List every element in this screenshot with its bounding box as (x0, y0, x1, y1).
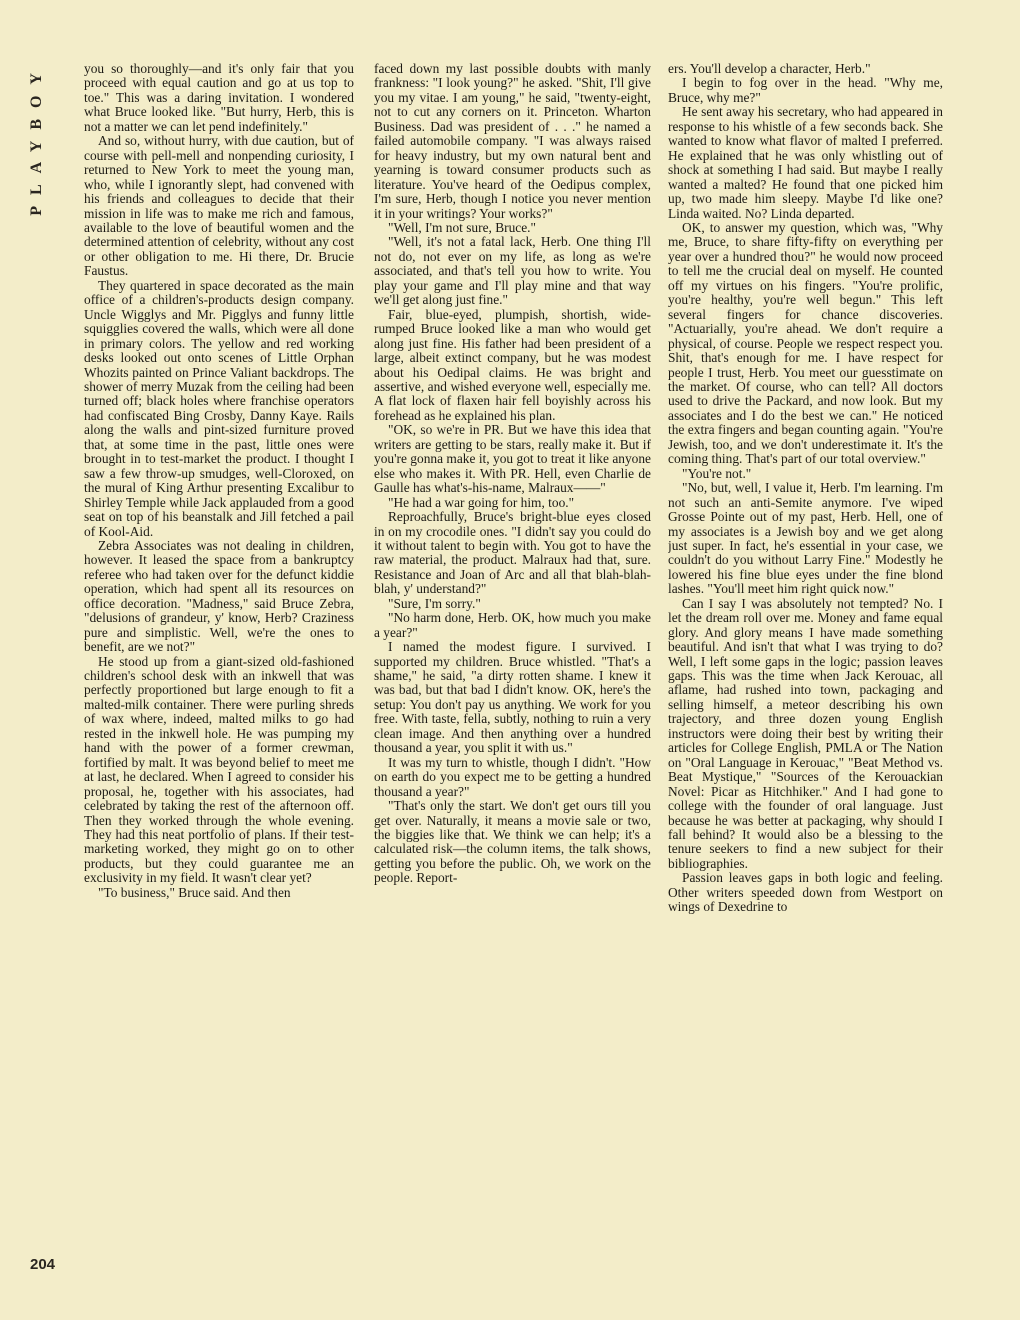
article-paragraph: "You're not." (682, 465, 752, 481)
article-paragraph: "To business," Bruce said. And then (98, 884, 291, 900)
article-paragraph: ers. You'll develop a character, Herb." (668, 62, 871, 76)
article-paragraph: Can I say I was absolutely not tempted? No. I let the dream roll over me. Money and fame equal glory. And glory means I have made something beautiful. And isn't that what I was trying to do? Well, I left some gaps in the logic; passion leaves gaps. This was the time when Jack Kerouac, all aflame, had rushed into town, packaging and selling himself, a meteor describing his own trajectory, and three dozen young English instructors were doing their best by writing their articles for College English, PMLA or The Nation on "Oral Language in Kerouac," "Beat Method vs. Beat Mystique," "Sources of the Kerouackian Novel: Picar as Hitchhiker." And I had gone to college with the founder of oral language. Just because he was better at packaging, why should I fall behind? It would also be a blessing to the tenure seekers to find a new subject for their bibliographies. (668, 595, 943, 871)
article-paragraph: He stood up from a giant-sized old-fashioned children's school desk with an inkwell that was perfectly proportioned but large enough to fit a malted-milk container. There were purling shreds of wax where, indeed, malted milks to go had rested in the inkwell hole. He was pumping my hand with the power of a former crewman, fortified by malt. It was beyond belief to meet me at last, he declared. When I agreed to consider his proposal, he, together with his associates, had celebrated by taking the rest of the afternoon off. Then they worked through the whole evening. They had this neat portfolio of plans. If their test-marketing worked, they might go on to other products, but they could guarantee me an exclusivity in my field. It wasn't clear yet? (84, 653, 354, 886)
article-column-2 (374, 62, 651, 1272)
article-paragraph: It was my turn to whistle, though I didn't. "How on earth do you expect me to be getting a hundred thousand a year?" (374, 754, 651, 799)
article-paragraph: "Sure, I'm sorry." (388, 595, 481, 611)
page-number: 204 (30, 1256, 56, 1273)
article-paragraph: "No harm done, Herb. OK, how much you make a year?" (374, 610, 651, 640)
article-paragraph: you so thoroughly—and it's only fair that you proceed with equal caution and go at us top to toe." This was a daring invitation. I wondered what Bruce looked like. "But hurry, Herb, this is not a matter we can let pend indefinitely." (84, 62, 354, 134)
article-paragraph: "That's only the start. We don't get ours till you get over. Naturally, it means a movie sale or two, the biggies like that. We think we can help; it's a calculated risk—the column items, the talk shows, getting you before the public. Oh, we work on the people. Report- (374, 798, 651, 886)
article-paragraph: Zebra Associates was not dealing in children, however. It leased the space from a bankruptcy referee who had taken over for the defunct kiddie operation, which had spent all its resources on office decoration. "Madness," said Bruce Zebra, "delusions of grandeur, y' know, Herb? Craziness pure and simplistic. Well, we're the ones to benefit, are we not?" (84, 537, 354, 655)
article-paragraph: They quartered in space decorated as the main office of a children's-products design company. Uncle Wigglys and Mr. Pigglys and funny little squigglies covered the walls, which were all done in primary colors. The yellow and red working desks looked out onto scenes of Little Orphan Whozits painted on Prince Valiant backdrops. The shower of merry Muzak from the ceiling had been turned off; black holes where franchise operators had confiscated Bing Crosby, Danny Kaye. Rails along the walls and pint-sized furniture proved that, at some time in the past, little ones were brought in to test-market the product. I thought I saw a few throw-up smudges, well-Cloroxed, on the mural of King Arthur presenting Excalibur to Shirley Temple while Jack applauded from a good seat on top of his beanstalk and Jill fetched a pail of Kool-Aid. (84, 277, 354, 539)
article-paragraph: I named the modest figure. I survived. I supported my children. Bruce whistled. "That's a shame," he said, "a dirty rotten shame. I knew it was bad, but that bad I didn't know. OK, here's the setup: You don't pay us anything. We work for you free. With taste, fella, subtly, nothing to ruin a very clean image. And then anything over a hundred thousand a year, you split it with us." (374, 639, 651, 756)
article-paragraph: And so, without hurry, with due caution, but of course with pell-mell and nonpending curiosity, I returned to New York to meet the young man, who, while I ignorantly slept, had convened with his friends and colleagues to decide that their mission in life was to make me rich and famous, available to the love of beautiful women and the determined attention of celebrity, without any cost or other obligation to me. Hi there, Dr. Brucie Faustus. (84, 133, 354, 279)
article-paragraph: Fair, blue-eyed, plumpish, shortish, wide-rumped Bruce looked like a man who would get along just fine. His father had been president of a large, albeit extinct company, but he was modest about his Oedipal claims. He was bright and assertive, and wished everyone well, especially me. A flat lock of flaxen hair fell boyishly across his forehead as he explained his plan. (374, 306, 651, 423)
article-column-3 (668, 62, 943, 1272)
article-paragraph: "He had a war going for him, too." (388, 494, 575, 510)
article-paragraph: He sent away his secretary, who had appeared in response to his whistle of a few seconds back. She wanted to know what flavor of malted I preferred. He explained that he was only whistling out of shock at something I had said. But maybe I really wanted a malted? He found that one picked him up, two made him sleepy. Maybe I'd like one? Linda waited. No? Linda departed. (668, 104, 943, 221)
article-column-1 (84, 62, 354, 1272)
article-paragraph: faced down my last possible doubts with manly frankness: "I look young?" he asked. "Shit, I'll give you my vitae. I am young," he said, "twenty-eight, not to cut any corners on it. Princeton. Wharton Business. Dad was president of . . ." he named a failed automobile company. "I was always raised for heavy industry, but my own natural bent and yearning is toward consumer products such as literature. You've heard of the Oedipus complex, I'm sure, Herb, though I notice you never mention it in your writings? Your works?" (374, 62, 651, 221)
article-paragraph: "No, but, well, I value it, Herb. I'm learning. I'm not such an anti-Semite anymore. I've wiped Grosse Pointe out of my past, Herb. Hell, one of my associates is a Jewish boy and we get along just super. In fact, he's essential in your case, we couldn't do you without Larry Fine." Modestly he lowered his fine blue eyes under the fine blond lashes. "You'll meet him right quick now." (668, 480, 943, 597)
article-paragraph: "Well, I'm not sure, Bruce." (388, 219, 536, 235)
article-paragraph: I begin to fog over in the head. "Why me, Bruce, why me?" (668, 75, 943, 105)
article-paragraph: OK, to answer my question, which was, "Why me, Bruce, to share fifty-fifty on everything per year over a hundred thou?" he would now proceed to tell me the crucial deal on myself. He counted off my virtues on his fingers. "You're prolific, you're healthy, you're well begun." This left several fingers for chance discoveries. "Actuarially, you're ahead. We don't require a physical, of course. People we respect respect you. Shit, that's enough for me. I have respect for people I trust, Herb. You meet our guesstimate on the market. Of course, who can tell? All doctors used to drive the Packard, and now look. But my associates and I do the best we can." He noticed the extra fingers and began counting again. "You're Jewish, too, and we don't underestimate it. It's the coming thing. That's part of our total overview." (668, 219, 943, 467)
article-paragraph: Passion leaves gaps in both logic and feeling. Other writers speeded down from Westport on wings of Dexedrine to (668, 870, 943, 915)
magazine-masthead: PLAYBOY (28, 62, 45, 216)
article-paragraph: "Well, it's not a fatal lack, Herb. One thing I'll not do, not ever on my life, as long as we're associated, and that's tell you how to write. You play your game and I'll play mine and that way we'll get along just fine." (374, 234, 651, 308)
article-paragraph: "OK, so we're in PR. But we have this idea that writers are getting to be stars, really make it. But if you're gonna make it, you got to treat it like anyone else who makes it. With PR. Hell, even Charlie de Gaulle has what's-his-name, Malraux——" (374, 422, 651, 496)
article-paragraph: Reproachfully, Bruce's bright-blue eyes closed in on my crocodile ones. "I didn't say you could do it without talent to begin with. You got to have the raw material, the product. Malraux had that, sure. Resistance and Joan of Arc and all that blah-blah-blah, y' understand?" (374, 509, 651, 597)
